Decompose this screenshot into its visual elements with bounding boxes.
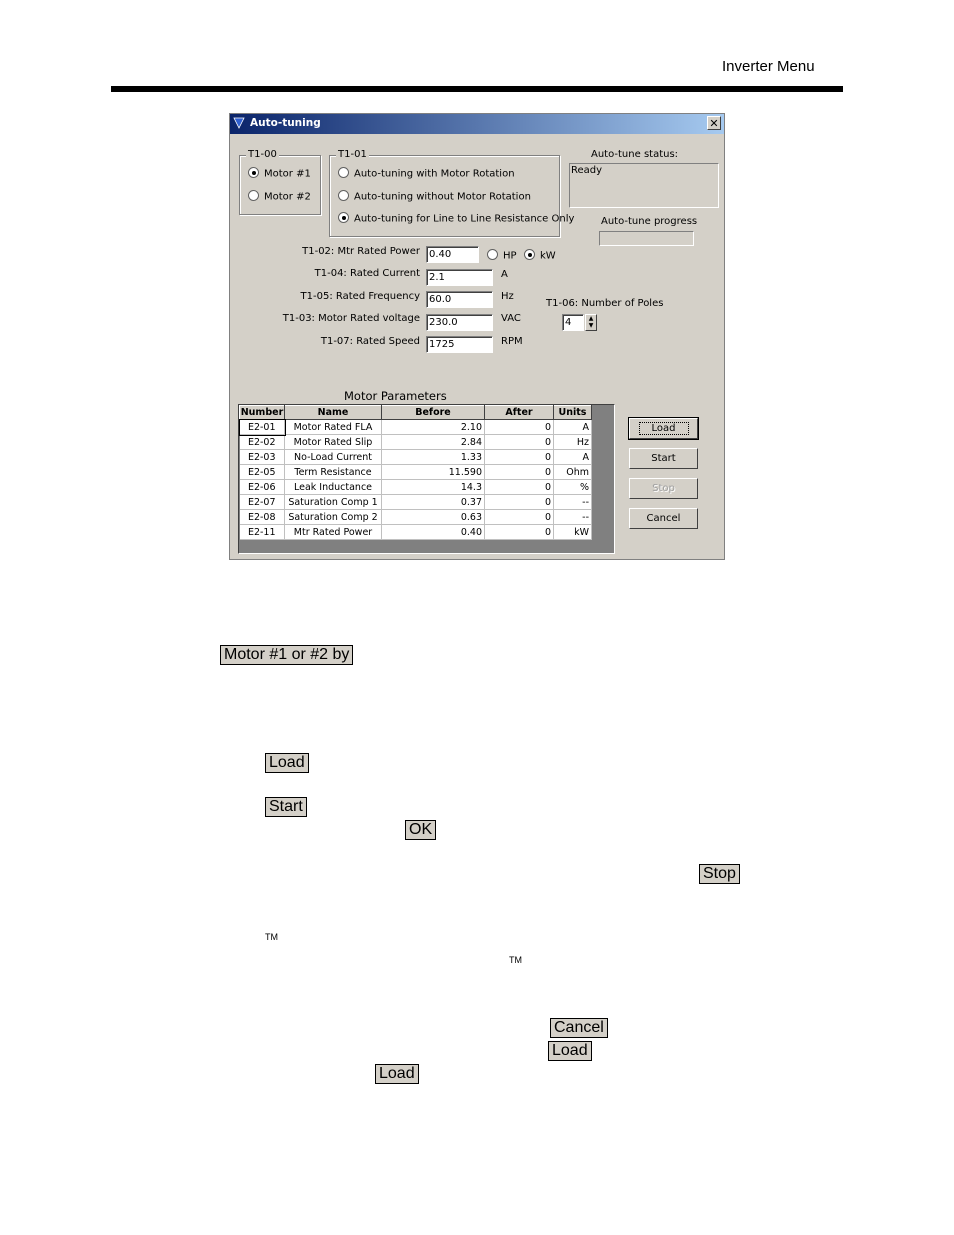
col-units[interactable]: Units	[554, 406, 592, 420]
cell-before[interactable]: 14.3	[382, 480, 485, 495]
cell-number[interactable]: E2-03	[240, 450, 285, 465]
cell-after[interactable]: 0	[485, 525, 554, 540]
autotune-status-label: Auto-tune status:	[591, 149, 679, 160]
col-number[interactable]: Number	[240, 407, 284, 418]
cell-before[interactable]: 11.590	[382, 465, 485, 480]
trademark-2: TM	[509, 955, 522, 965]
stop-button[interactable]: Stop	[629, 478, 698, 499]
speed-unit: RPM	[501, 336, 523, 347]
poles-input[interactable]: 4	[562, 314, 584, 331]
cell-name[interactable]: No-Load Current	[285, 450, 382, 465]
frequency-label: T1-05: Rated Frequency	[300, 291, 420, 302]
autotune-status-value: Ready	[571, 165, 603, 176]
radio-icon	[338, 190, 349, 201]
auto-tuning-dialog	[229, 113, 725, 560]
tuning-without-rotation-radio[interactable]: Auto-tuning without Motor Rotation	[338, 191, 531, 203]
stop-button-ref: Stop	[699, 864, 740, 884]
tuning-with-rotation-radio[interactable]: Auto-tuning with Motor Rotation	[338, 168, 515, 180]
motor-parameters-grid	[238, 404, 615, 554]
tuning-line-resistance-radio[interactable]: Auto-tuning for Line to Line Resistance Only	[338, 213, 574, 225]
table-row[interactable]	[240, 420, 592, 435]
load-button-ref: Load	[265, 753, 309, 773]
load-button-ref-3: Load	[375, 1064, 419, 1084]
cell-after[interactable]: 0	[485, 480, 554, 495]
power-label: T1-02: Mtr Rated Power	[302, 246, 420, 257]
spin-up-icon[interactable]: ▲	[588, 315, 594, 322]
cell-name[interactable]: Motor Rated FLA	[285, 420, 382, 435]
cell-name[interactable]: Saturation Comp 1	[285, 495, 382, 510]
header-rule	[111, 86, 843, 92]
cell-number[interactable]: E2-11	[240, 525, 285, 540]
cell-after[interactable]: 0	[485, 420, 554, 435]
dialog-titlebar[interactable]	[230, 114, 724, 134]
voltage-label: T1-03: Motor Rated voltage	[282, 313, 420, 324]
cell-before[interactable]: 2.10	[382, 420, 485, 435]
col-after[interactable]: After	[485, 406, 554, 420]
motor-parameters-title: Motor Parameters	[344, 389, 447, 403]
current-label: T1-04: Rated Current	[314, 268, 420, 279]
cell-number[interactable]: E2-08	[240, 510, 285, 525]
current-input[interactable]: 2.1	[426, 269, 493, 286]
cell-after[interactable]: 0	[485, 435, 554, 450]
trademark-1: TM	[265, 932, 278, 942]
parameters-table	[239, 405, 592, 540]
table-row[interactable]	[240, 465, 592, 480]
table-row[interactable]	[240, 495, 592, 510]
cell-units[interactable]: Ohm	[554, 465, 592, 480]
current-unit: A	[501, 269, 508, 280]
cell-number[interactable]: E2-01	[240, 420, 285, 435]
cell-units[interactable]: A	[554, 450, 592, 465]
cell-units[interactable]: --	[554, 495, 592, 510]
voltage-input[interactable]: 230.0	[426, 314, 493, 331]
table-row[interactable]	[240, 510, 592, 525]
cell-number[interactable]: E2-05	[240, 465, 285, 480]
cell-number[interactable]: E2-06	[240, 480, 285, 495]
load-button-ref-2: Load	[548, 1041, 592, 1061]
cell-before[interactable]: 0.63	[382, 510, 485, 525]
radio-icon	[248, 190, 259, 201]
table-row[interactable]	[240, 480, 592, 495]
cell-before[interactable]: 0.37	[382, 495, 485, 510]
t1-00-legend: T1-00	[248, 149, 277, 160]
cell-units[interactable]: --	[554, 510, 592, 525]
radio-selected-icon	[338, 212, 349, 223]
cell-name[interactable]: Mtr Rated Power	[285, 525, 382, 540]
close-button[interactable]: ✕	[707, 116, 721, 130]
cell-units[interactable]: Hz	[554, 435, 592, 450]
cell-before[interactable]: 0.40	[382, 525, 485, 540]
cell-after[interactable]: 0	[485, 450, 554, 465]
app-icon	[233, 117, 245, 129]
cancel-button[interactable]: Cancel	[629, 508, 698, 529]
start-button[interactable]: Start	[629, 448, 698, 469]
voltage-unit: VAC	[501, 313, 521, 324]
col-name[interactable]: Name	[285, 406, 382, 420]
parameters-body	[240, 420, 592, 540]
speed-label: T1-07: Rated Speed	[320, 336, 420, 347]
page-header-title: Inverter Menu	[722, 58, 815, 75]
motor-select-ref: Motor #1 or #2 by	[220, 645, 353, 665]
speed-input[interactable]: 1725	[426, 336, 493, 353]
cancel-button-ref: Cancel	[550, 1018, 608, 1038]
dialog-title: Auto-tuning	[250, 117, 321, 129]
start-button-ref: Start	[265, 797, 307, 817]
cell-name[interactable]: Saturation Comp 2	[285, 510, 382, 525]
radio-icon	[487, 249, 498, 260]
cell-number[interactable]: E2-02	[240, 435, 285, 450]
cell-units[interactable]: kW	[554, 525, 592, 540]
frequency-unit: Hz	[501, 291, 514, 302]
cell-units[interactable]: A	[554, 420, 592, 435]
power-input[interactable]: 0.40	[426, 246, 479, 263]
autotune-progress-label: Auto-tune progress	[601, 216, 698, 227]
cell-after[interactable]: 0	[485, 465, 554, 480]
motor-1-radio[interactable]: Motor #1	[248, 168, 311, 180]
load-button[interactable]: Load	[629, 418, 698, 439]
t1-01-group	[329, 149, 575, 237]
radio-selected-icon	[248, 167, 259, 178]
cell-before[interactable]: 2.84	[382, 435, 485, 450]
table-row[interactable]	[240, 435, 592, 450]
cell-before[interactable]: 1.33	[382, 450, 485, 465]
table-row[interactable]	[240, 525, 592, 540]
poles-label: T1-06: Number of Poles	[546, 298, 664, 309]
cell-name[interactable]: Leak Inductance	[285, 480, 382, 495]
col-before[interactable]: Before	[382, 406, 485, 420]
cell-after[interactable]: 0	[485, 495, 554, 510]
radio-icon	[338, 167, 349, 178]
hp-radio[interactable]: HP	[487, 250, 517, 262]
ok-button-ref: OK	[405, 820, 436, 840]
cell-name[interactable]: Term Resistance	[285, 465, 382, 480]
cell-number[interactable]: E2-07	[240, 495, 285, 510]
autotune-progress-bar	[599, 231, 694, 246]
cell-units[interactable]: %	[554, 480, 592, 495]
t1-00-group	[239, 149, 321, 215]
frequency-input[interactable]: 60.0	[426, 291, 493, 308]
cell-after[interactable]: 0	[485, 510, 554, 525]
cell-name[interactable]: Motor Rated Slip	[285, 435, 382, 450]
t1-01-legend: T1-01	[338, 149, 367, 160]
spin-down-icon[interactable]: ▼	[588, 322, 594, 329]
poles-spinner[interactable]	[585, 314, 597, 331]
autotune-status-box	[569, 163, 719, 208]
radio-selected-icon	[524, 249, 535, 260]
table-row[interactable]	[240, 450, 592, 465]
kw-radio[interactable]: kW	[524, 250, 556, 262]
motor-2-radio[interactable]: Motor #2	[248, 191, 311, 203]
